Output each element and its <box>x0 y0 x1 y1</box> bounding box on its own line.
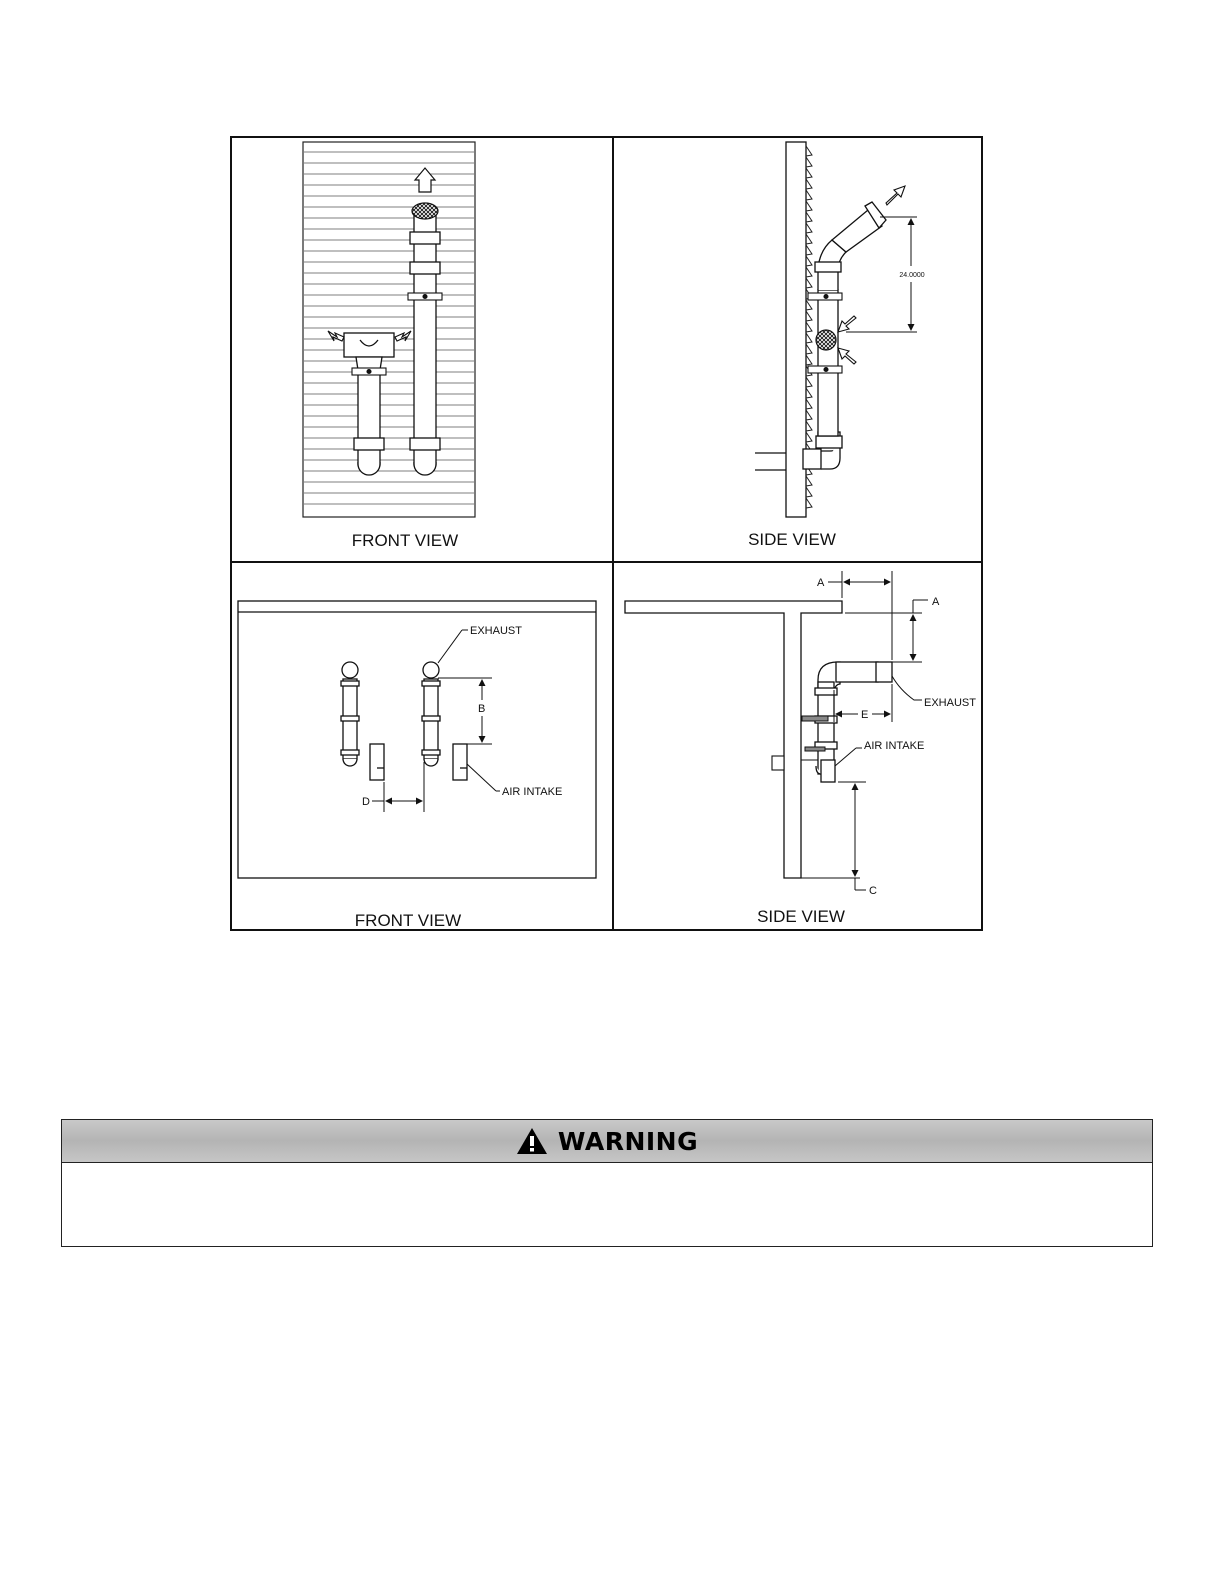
intake-in-arrow-upper-icon <box>838 316 856 332</box>
exhaust-label-side: EXHAUST <box>924 697 976 709</box>
exhaust-out-arrow-icon <box>886 186 905 205</box>
exhaust-pipe <box>410 215 440 475</box>
label-b: B <box>478 703 486 715</box>
siding-panel <box>303 142 475 517</box>
side-vent-assembly <box>815 662 892 782</box>
label-d: D <box>362 796 370 808</box>
dimension-24: 24.0000 <box>899 272 925 279</box>
intake-in-arrow-lower-icon <box>838 348 856 364</box>
pipe-bracket <box>408 293 442 300</box>
exhaust-screen-icon <box>412 203 438 219</box>
exhaust-label-front: EXHAUST <box>470 625 522 637</box>
bottom-right-title: SIDE VIEW <box>757 907 845 926</box>
top-right-title: SIDE VIEW <box>748 530 836 549</box>
bottom-right-side-view <box>625 571 976 926</box>
top-left-title: FRONT VIEW <box>351 531 459 550</box>
warning-header <box>62 1120 1152 1163</box>
bottom-left-front-view <box>238 601 596 930</box>
intake-bracket <box>352 368 386 375</box>
intake-screen-icon <box>816 330 836 350</box>
warning-title: WARNING <box>557 1126 699 1156</box>
warning-box <box>61 1119 1153 1247</box>
air-intake-label-front: AIR INTAKE <box>502 786 563 798</box>
bottom-left-title: FRONT VIEW <box>354 911 462 930</box>
top-right-side-view <box>748 142 925 549</box>
label-a-vertical: A <box>932 596 940 608</box>
label-a-horizontal: A <box>817 577 825 589</box>
side-pipe-assembly <box>803 202 886 469</box>
label-e: E <box>861 709 869 721</box>
warning-body <box>62 1163 1152 1245</box>
label-c: C <box>869 885 877 897</box>
air-intake-label-side: AIR INTAKE <box>864 740 925 752</box>
warning-triangle-icon <box>516 1127 548 1155</box>
wall-and-overhang <box>625 601 842 878</box>
top-left-front-view <box>303 142 475 550</box>
outer-panel <box>238 601 596 878</box>
